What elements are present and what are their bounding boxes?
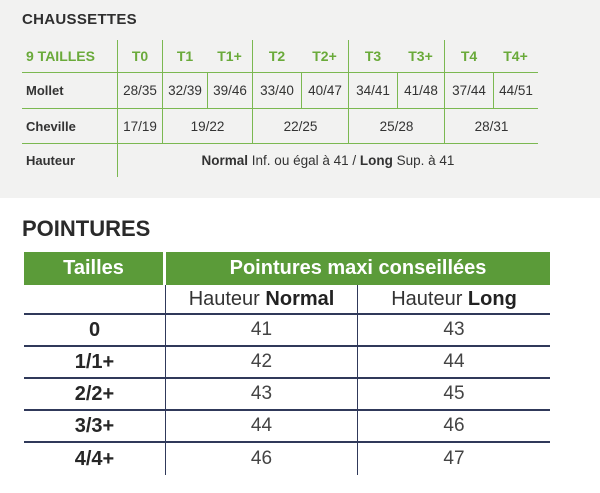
header-size-t1plus: T1+ — [217, 48, 242, 64]
pointure-normal-cell: 42 — [166, 347, 358, 379]
pointure-normal-cell: 43 — [166, 379, 358, 411]
mollet-cell: 40/47 — [301, 72, 348, 108]
pointures-table — [24, 252, 550, 475]
size-label: 4/4+ — [24, 443, 166, 475]
mollet-cell: 33/40 — [252, 72, 301, 108]
cheville-cell: 22/25 — [252, 108, 348, 143]
hauteur-long-label: Long — [359, 153, 393, 168]
pointure-long-cell: 47 — [443, 448, 465, 469]
header-size-t3plus: T3+ — [408, 48, 433, 64]
cheville-cell: 19/22 — [162, 108, 252, 143]
pointure-long-cell: 43 — [358, 315, 550, 347]
size-label: 2/2+ — [24, 379, 166, 411]
header-size-t2plus: T2+ — [312, 48, 337, 64]
size-label: 3/3+ — [24, 411, 166, 443]
size-label: 1/1+ — [24, 347, 166, 379]
subheader-empty — [24, 285, 166, 315]
header-size-t2: T2 — [252, 40, 301, 72]
pointure-normal-cell: 41 — [166, 315, 358, 347]
subheader-hauteur-long: Hauteur Long — [358, 285, 550, 315]
mollet-cell: 39/46 — [207, 72, 252, 108]
pointure-long-cell: 44 — [358, 347, 550, 379]
subheader-hauteur-normal: Hauteur Normal — [166, 285, 358, 315]
mollet-cell: 37/44 — [444, 72, 493, 108]
pointure-normal-cell: 44 — [166, 411, 358, 443]
header-size-t0: T0 — [117, 40, 162, 72]
mollet-cell: 44/51 — [493, 72, 538, 108]
header-pointures-maxi: Pointures maxi conseillées — [166, 252, 550, 285]
pointure-long-cell: 45 — [358, 379, 550, 411]
mollet-cell: 34/41 — [348, 72, 397, 108]
header-size-t1: T1 — [162, 40, 207, 72]
cheville-cell: 28/31 — [444, 108, 538, 143]
hauteur-long-text: Sup. à 41 — [392, 153, 455, 168]
row-label-hauteur: Hauteur — [22, 143, 117, 177]
row-label-mollet: Mollet — [22, 72, 117, 108]
header-size-t4plus: T4+ — [503, 48, 528, 64]
mollet-cell: 32/39 — [162, 72, 207, 108]
cheville-cell: 17/19 — [117, 108, 162, 143]
hauteur-description — [117, 143, 538, 177]
chaussettes-table — [22, 40, 570, 177]
mollet-cell: 28/35 — [117, 72, 162, 108]
mollet-cell: 41/48 — [397, 72, 444, 108]
hauteur-normal-label: Normal — [201, 153, 249, 168]
cheville-cell: 25/28 — [348, 108, 444, 143]
row-label-cheville: Cheville — [22, 108, 117, 143]
pointures-title: POINTURES — [22, 216, 151, 241]
header-tailles: Tailles — [24, 252, 166, 285]
header-size-t3: T3 — [348, 40, 397, 72]
hauteur-normal-text: Inf. ou égal à 41 / — [248, 153, 360, 168]
header-size-t4: T4 — [444, 40, 493, 72]
size-label: 0 — [24, 315, 166, 347]
pointure-long-cell: 46 — [358, 411, 550, 443]
header-9-tailles: 9 TAILLES — [26, 48, 95, 64]
pointure-normal-cell: 46 — [166, 443, 358, 475]
chaussettes-title: CHAUSSETTES — [22, 11, 137, 28]
